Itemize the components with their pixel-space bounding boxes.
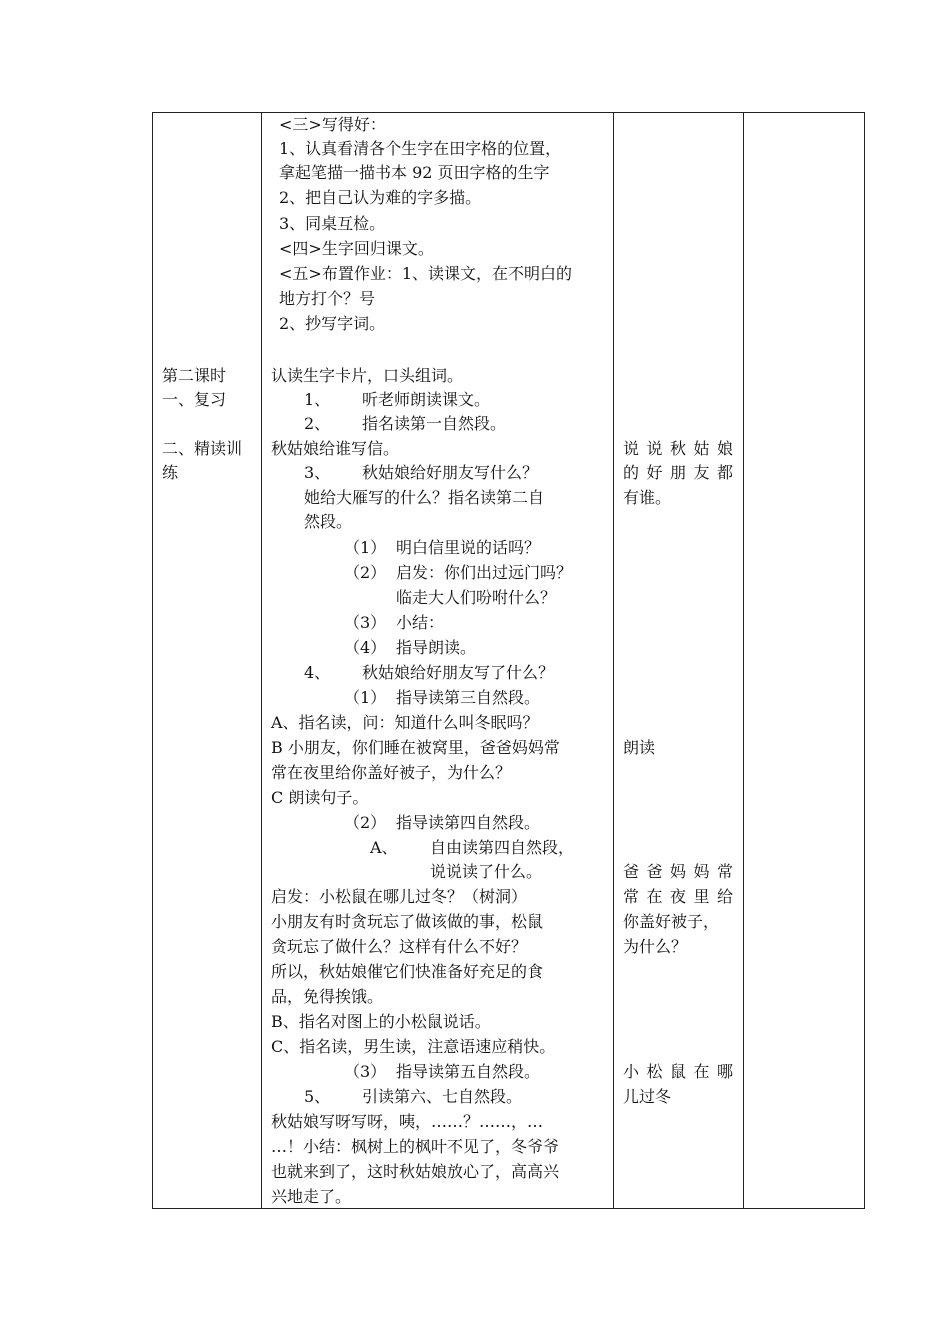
text-line: 秋姑娘给谁写信。	[271, 439, 400, 458]
text-line: 引读第六、七自然段。	[362, 1087, 523, 1106]
text-line: 你盖好被子，	[623, 912, 720, 931]
text-line: 启发：你们出过远门吗？	[396, 563, 573, 582]
text-line: 地方打个？号	[279, 289, 376, 308]
text-line: <三>写得好：	[279, 115, 386, 134]
text-line: <四>生字回归课文。	[279, 239, 434, 258]
text-line: 2、把自己认为难的字多描。	[279, 188, 482, 207]
text-line: 为什么？	[623, 937, 688, 956]
text-line: 临走大人们吩咐什么？	[396, 588, 557, 607]
text-line: 小结：	[396, 613, 445, 632]
text-line: 自由读第四自然段，	[430, 838, 575, 857]
text-line: 1、认真看清各个生字在田字格的位置，	[279, 139, 562, 158]
text-line: 小松鼠在哪	[623, 1062, 733, 1081]
text-line: 秋姑娘给好朋友写什么？	[362, 463, 539, 482]
text-line: 二、精读训	[162, 439, 243, 458]
text-line: 小朋友有时贪玩忘了做该做的事，松鼠	[271, 912, 544, 931]
text-line: 听老师朗读课文。	[362, 390, 491, 409]
text-line: 她给大雁写的什么？指名读第二自	[304, 488, 545, 507]
text-line: 明白信里说的话吗？	[396, 538, 541, 557]
list-marker: （3）	[344, 613, 387, 632]
text-line: 说说秋姑娘	[623, 439, 733, 458]
text-line: 常在夜里给	[623, 887, 733, 906]
text-line: 指导读第五自然段。	[396, 1062, 541, 1081]
list-marker: A、	[370, 838, 398, 857]
text-line: 贪玩忘了做什么？这样有什么不好？	[271, 937, 528, 956]
text-line: 朗读	[623, 738, 656, 757]
list-marker: 2、	[304, 414, 331, 433]
empty-column	[744, 113, 865, 1209]
text-line: B 小朋友，你们睡在被窝里，爸爸妈妈常	[271, 738, 560, 757]
list-marker: （3）	[344, 1062, 387, 1081]
text-line: 品，免得挨饿。	[271, 987, 384, 1006]
text-line: B、指名对图上的小松鼠说话。	[271, 1012, 491, 1031]
text-line: 练	[162, 463, 179, 482]
list-marker: （4）	[344, 638, 387, 657]
text-line: <五>布置作业：1、读课文，在不明白的	[279, 264, 572, 283]
list-marker: （1）	[344, 538, 387, 557]
text-line: C、指名读，男生读，注意语速应稍快。	[271, 1037, 556, 1056]
text-line: 指导朗读。	[396, 638, 477, 657]
text-line: 第二课时	[162, 366, 227, 385]
notes-column	[614, 113, 744, 1209]
content-column	[262, 113, 614, 1209]
list-marker: 3、	[304, 463, 331, 482]
text-line: 有谁。	[623, 488, 672, 507]
text-line: 2、抄写字词。	[279, 314, 386, 333]
text-line: 指名读第一自然段。	[362, 414, 507, 433]
text-line: 指导读第三自然段。	[396, 688, 541, 707]
text-line: 所以，秋姑娘催它们快准备好充足的食	[271, 962, 544, 981]
text-line: 拿起笔描一描书本 92 页田字格的生字	[279, 163, 550, 182]
text-line: …！小结：枫树上的枫叶不见了，冬爷爷	[271, 1137, 560, 1156]
text-line: C 朗读句子。	[271, 788, 369, 807]
list-marker: （2）	[344, 813, 387, 832]
text-line: 3、同桌互检。	[279, 214, 386, 233]
table-row	[153, 113, 865, 1209]
section-column	[153, 113, 262, 1209]
lesson-plan-table	[152, 112, 865, 1209]
text-line: A、指名读，问：知道什么叫冬眠吗？	[271, 713, 539, 732]
text-line: 常在夜里给你盖好被子，为什么？	[271, 763, 512, 782]
text-line: 也就来到了，这时秋姑娘放心了，高高兴	[271, 1162, 560, 1181]
text-line: 兴地走了。	[271, 1187, 352, 1206]
text-line: 认读生字卡片，口头组词。	[271, 366, 464, 385]
text-line: 一、复习	[162, 390, 227, 409]
text-line: 爸爸妈妈常	[623, 862, 733, 881]
list-marker: （2）	[344, 563, 387, 582]
list-marker: 1、	[304, 390, 331, 409]
text-line: 秋姑娘给好朋友写了什么？	[362, 663, 555, 682]
text-line: 启发：小松鼠在哪儿过冬？（树洞）	[271, 887, 528, 906]
list-marker: 5、	[304, 1087, 331, 1106]
text-line: 指导读第四自然段。	[396, 813, 541, 832]
text-line: 的好朋友都	[623, 463, 733, 482]
text-line: 然段。	[304, 512, 353, 531]
list-marker: （1）	[344, 688, 387, 707]
text-line: 说说读了什么。	[430, 862, 543, 881]
text-line: 秋姑娘写呀写呀，咦，……？……，…	[271, 1112, 544, 1131]
text-line: 儿过冬	[623, 1087, 672, 1106]
list-marker: 4、	[304, 663, 331, 682]
